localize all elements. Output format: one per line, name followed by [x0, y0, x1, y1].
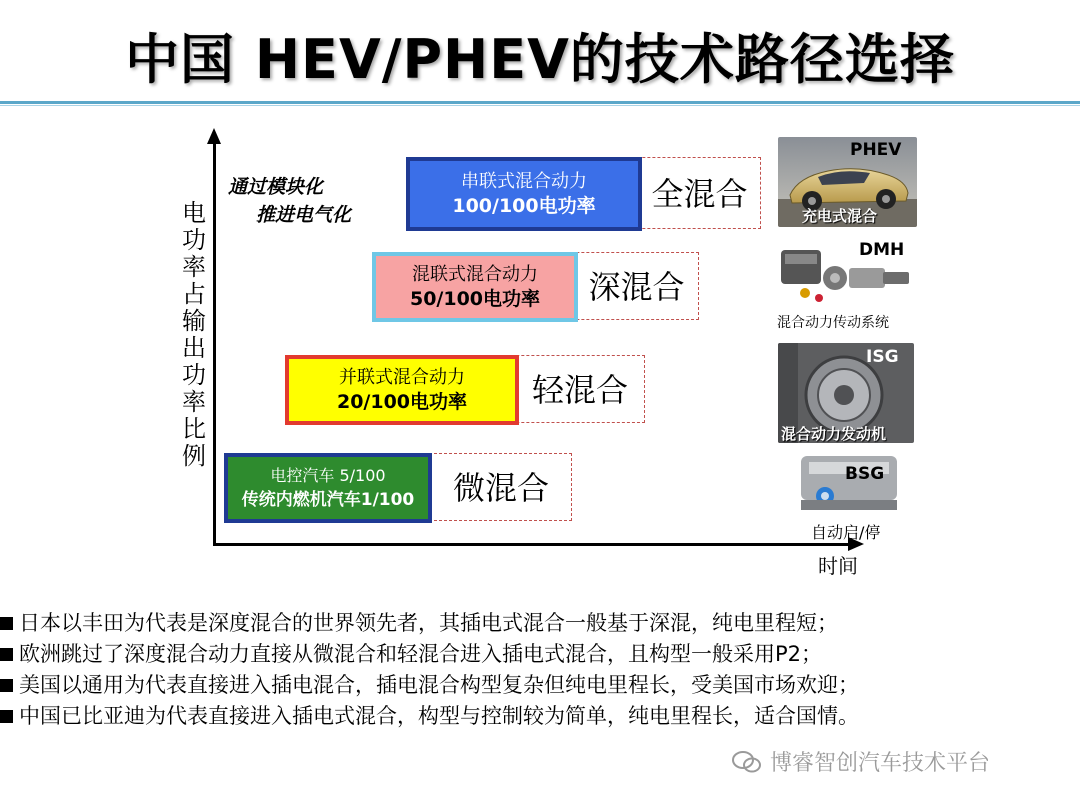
- note-line-2: 推进电气化: [256, 204, 352, 226]
- modularization-note: [228, 173, 351, 229]
- mild-hybrid-power: 20/100电功率: [336, 391, 468, 413]
- bsg-illustration: [781, 450, 917, 520]
- phev-car-image: [778, 137, 917, 227]
- bullet-item: [0, 670, 1080, 701]
- title-rule-thin: [0, 105, 1080, 106]
- mild-hybrid-type: 并联式混合动力: [339, 367, 465, 388]
- mild-hybrid-box: [285, 355, 519, 425]
- x-axis: [213, 543, 850, 546]
- y-axis-arrow: [207, 128, 221, 144]
- bullet-square-icon: [0, 617, 13, 630]
- micro-hybrid-power: 传统内燃机汽车1/100: [241, 490, 415, 510]
- watermark-text: 博睿智创汽车技术平台: [770, 751, 991, 776]
- bullet-item: [0, 701, 1080, 732]
- micro-hybrid-type: 电控汽车 5/100: [270, 466, 386, 485]
- full-hybrid-box: [406, 157, 642, 231]
- y-axis-label: 电功率占输出功率比例: [182, 199, 206, 470]
- bullet-square-icon: [0, 710, 13, 723]
- deep-hybrid-power: 50/100电功率: [409, 288, 541, 310]
- bsg-image: [781, 450, 917, 542]
- isg-tag: ISG: [866, 347, 899, 367]
- bullet-item: [0, 639, 1080, 670]
- deep-hybrid-box: [372, 252, 578, 322]
- bullet-text: 中国已比亚迪为代表直接进入插电式混合，构型与控制较为简单，纯电里程长，适合国情。: [19, 704, 859, 728]
- bullet-list: [0, 608, 1080, 732]
- bullet-text: 欧洲跳过了深度混合动力直接从微混合和轻混合进入插电式混合，且构型一般采用P2；: [19, 642, 823, 666]
- page-title: 中国 HEV/PHEV的技术路径选择: [125, 28, 955, 91]
- bsg-caption: 自动启/停: [811, 523, 881, 542]
- micro-hybrid-label: 微混合: [452, 469, 549, 507]
- phev-caption: 充电式混合: [802, 207, 878, 225]
- y-axis: [213, 140, 216, 545]
- isg-image: [778, 343, 914, 443]
- bullet-text: 日本以丰田为代表是深度混合的世界领先者，其插电式混合一般基于深混，纯电里程短；: [19, 611, 838, 635]
- title-rule: [0, 101, 1080, 104]
- dmh-caption: 混合动力传动系统: [777, 315, 889, 331]
- note-line-1: 通过模块化: [228, 176, 324, 198]
- full-hybrid-label: 全混合: [651, 175, 748, 213]
- phev-tag: PHEV: [850, 140, 902, 160]
- deep-hybrid-type: 混联式混合动力: [412, 264, 538, 285]
- x-axis-label: 时间: [818, 554, 858, 578]
- watermark: [732, 746, 990, 777]
- isg-caption: 混合动力发动机: [781, 425, 887, 443]
- deep-hybrid-label: 深混合: [588, 268, 685, 306]
- bullet-square-icon: [0, 648, 13, 661]
- dmh-image: [775, 238, 917, 334]
- bullet-text: 美国以通用为代表直接进入插电混合，插电混合构型复杂但纯电里程长，受美国市场欢迎；: [19, 673, 859, 697]
- micro-hybrid-box: [224, 453, 432, 523]
- full-hybrid-type: 串联式混合动力: [461, 171, 587, 192]
- bullet-item: [0, 608, 1080, 639]
- mild-hybrid-label: 轻混合: [531, 371, 628, 409]
- bullet-square-icon: [0, 679, 13, 692]
- wechat-icon: [732, 751, 762, 773]
- dmh-tag: DMH: [859, 240, 905, 260]
- bsg-tag: BSG: [845, 464, 885, 484]
- full-hybrid-power: 100/100电功率: [452, 195, 596, 217]
